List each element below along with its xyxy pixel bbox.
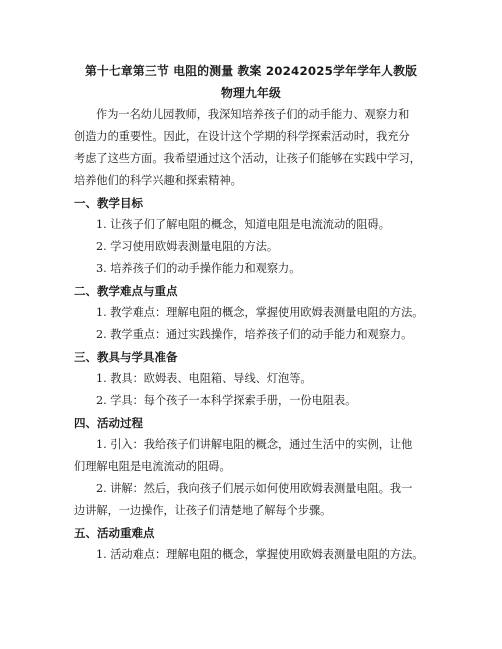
section-line: 们理解电阻是电流流动的阻碍。: [74, 460, 231, 473]
section-heading: 二、教学难点与重点: [74, 284, 178, 298]
document-title-line-2: 物理九年级: [221, 86, 281, 100]
document-title-line-1: 第十七章第三节 电阻的测量 教案 20242025学年学年人教版: [84, 64, 418, 78]
section-heading: 四、活动过程: [74, 416, 143, 430]
intro-line: 考虑了这些方面。我希望通过这个活动，让孩子们能够在实践中学习，: [74, 152, 421, 165]
section-line: 边讲解，一边操作，让孩子们清楚地了解每个步骤。: [74, 504, 332, 517]
intro-line: 培养他们的科学兴趣和探索精神。: [74, 174, 242, 187]
intro-line: 创造力的重要性。因此，在设计这个学期的科学探索活动时，我充分: [74, 130, 410, 143]
section-heading: 三、教具与学具准备: [74, 350, 178, 364]
section-line: 3. 培养孩子们的动手操作能力和观察力。: [96, 262, 301, 275]
section-line: 2. 讲解：然后，我向孩子们展示如何使用欧姆表测量电阻。我一: [96, 482, 413, 495]
section-line: 2. 学具：每个孩子一本科学探索手册，一份电阻表。: [96, 394, 357, 407]
intro-line: 作为一名幼儿园教师，我深知培养孩子们的动手能力、观察力和: [96, 108, 410, 121]
section-line: 1. 教学难点：理解电阻的概念，掌握使用欧姆表测量电阻的方法。: [96, 306, 424, 319]
section-line: 1. 引入：我给孩子们讲解电阻的概念，通过生活中的实例，让他: [96, 438, 413, 451]
section-line: 1. 教具：欧姆表、电阻箱、导线、灯泡等。: [96, 372, 312, 385]
section-line: 1. 活动难点：理解电阻的概念，掌握使用欧姆表测量电阻的方法。: [96, 548, 424, 561]
section-heading: 五、活动重难点: [74, 526, 155, 540]
section-line: 1. 让孩子们了解电阻的概念，知道电阻是电流流动的阻碍。: [96, 218, 390, 231]
section-heading: 一、教学目标: [74, 196, 143, 210]
section-line: 2. 学习使用欧姆表测量电阻的方法。: [96, 240, 279, 253]
section-line: 2. 教学重点：通过实践操作，培养孩子们的动手能力和观察力。: [96, 328, 413, 341]
